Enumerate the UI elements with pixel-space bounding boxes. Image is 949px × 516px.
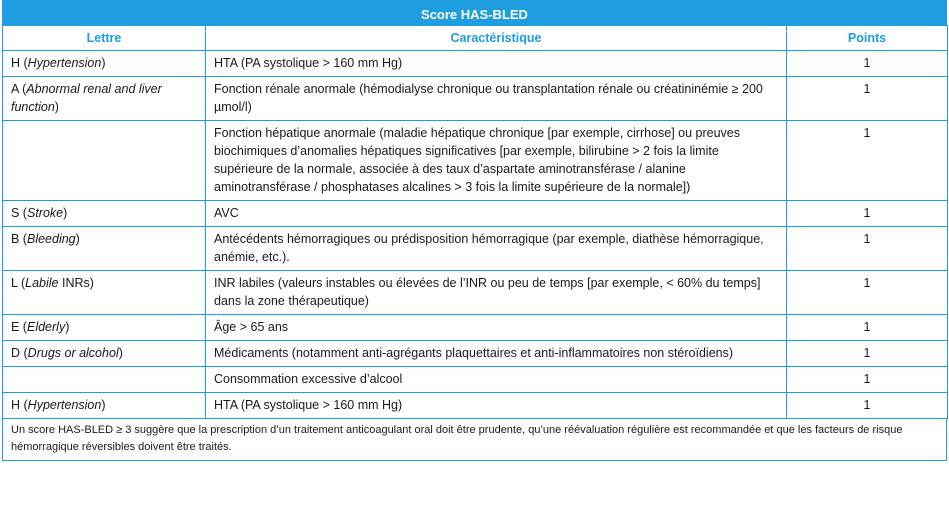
letter-meaning: Labile [25,276,59,290]
row-points: 1 [787,227,948,271]
letter-meaning: Drugs or alcohol [27,346,119,360]
letter-suffix: ) [101,398,106,412]
table-row [3,77,948,121]
header-points: Points [787,26,948,51]
table-header-row [3,26,948,51]
letter-meaning: Hypertension [27,56,102,70]
letter-prefix: S ( [11,206,27,220]
row-characteristic: Antécédents hémorragiques ou prédisposition hémorragique (par exemple, diathèse hémorragique, anémie, etc.). [206,227,787,271]
letter-suffix: ) [54,100,59,114]
row-points: 1 [787,51,948,77]
letter-suffix: ) [63,206,68,220]
table-row [3,367,948,393]
has-bled-table [2,25,948,419]
footnote: Un score HAS-BLED ≥ 3 suggère que la prescription d’un traitement anticoagulant oral doit être prudente, qu’une réévaluation régulière est recommandée et que les facteurs de risque hémorragique réversibles doivent être traités. [2,419,947,461]
letter-prefix: E ( [11,320,27,334]
row-letter [3,341,206,367]
letter-suffix: ) [65,320,70,334]
letter-prefix: D ( [11,346,28,360]
letter-prefix: H ( [11,398,28,412]
letter-meaning: Elderly [26,320,66,334]
row-characteristic: HTA (PA systolique > 160 mm Hg) [206,393,787,419]
letter-prefix: L ( [11,276,26,290]
row-characteristic: Fonction hépatique anormale (maladie hépatique chronique [par exemple, cirrhose] ou preuves biochimiques d’anomalies hépatiques significatives [par exemple, bilirubine > 2 fois la limite supérieure de la normale, associée à des taux d’aspartate aminotransférase / alanine aminotransférase / phosphatases alcalines > 3 fois la limite supérieure de la normale]) [206,121,787,201]
row-points: 1 [787,341,948,367]
row-letter [3,77,206,121]
table-row [3,393,948,419]
letter-prefix: H ( [11,56,28,70]
row-characteristic: HTA (PA systolique > 160 mm Hg) [206,51,787,77]
row-characteristic: Médicaments (notamment anti-agrégants plaquettaires et anti-inflammatoires non stéroïdiens) [206,341,787,367]
table-row [3,227,948,271]
row-characteristic: AVC [206,201,787,227]
row-points: 1 [787,393,948,419]
letter-meaning: Abnormal renal and liver function [11,82,162,114]
row-points: 1 [787,367,948,393]
letter-suffix: ) [118,346,123,360]
table-row [3,201,948,227]
letter-prefix: B ( [11,232,27,246]
header-characteristic: Caractéristique [206,26,787,51]
row-letter [3,121,206,201]
letter-meaning: Hypertension [27,398,102,412]
table-row [3,51,948,77]
letter-meaning: Stroke [26,206,64,220]
letter-suffix: INRs) [58,276,94,290]
row-points: 1 [787,201,948,227]
has-bled-table-container [2,0,947,461]
row-points: 1 [787,315,948,341]
row-characteristic: Fonction rénale anormale (hémodialyse chronique ou transplantation rénale ou créatininémie ≥ 200 µmol/l) [206,77,787,121]
row-points: 1 [787,121,948,201]
letter-prefix: A ( [11,82,27,96]
letter-suffix: ) [75,232,80,246]
row-characteristic: INR labiles (valeurs instables ou élevées de l’INR ou peu de temps [par exemple, < 60% du temps] dans la zone thérapeutique) [206,271,787,315]
row-points: 1 [787,77,948,121]
letter-suffix: ) [101,56,106,70]
row-points: 1 [787,271,948,315]
table-row [3,271,948,315]
table-row [3,341,948,367]
table-row [3,315,948,341]
table-row [3,121,948,201]
letter-meaning: Bleeding [26,232,76,246]
table-title: Score HAS-BLED [2,0,947,25]
row-letter [3,367,206,393]
row-letter [3,51,206,77]
row-characteristic: Consommation excessive d’alcool [206,367,787,393]
row-letter [3,393,206,419]
header-letter: Lettre [3,26,206,51]
row-characteristic: Âge > 65 ans [206,315,787,341]
row-letter [3,227,206,271]
row-letter [3,201,206,227]
row-letter [3,271,206,315]
row-letter [3,315,206,341]
